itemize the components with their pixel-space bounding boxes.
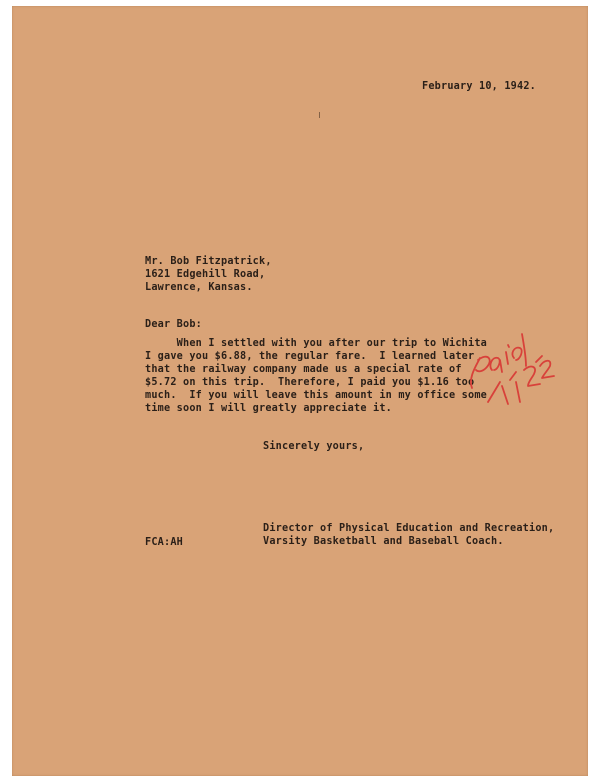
letter-body xyxy=(145,337,487,415)
body-line: that the railway company made us a special rate of xyxy=(145,364,462,375)
body-line: much. If you will leave this amount in my office some xyxy=(145,390,488,401)
closing: Sincerely yours, xyxy=(263,441,365,452)
recipient-address xyxy=(145,255,272,294)
body-line: $5.72 on this trip. Therefore, I paid you $1.16 too xyxy=(145,377,475,388)
address-line: 1621 Edgehill Road, xyxy=(145,269,266,280)
signature-title xyxy=(263,522,554,548)
address-line: Mr. Bob Fitzpatrick, xyxy=(145,256,272,267)
salutation: Dear Bob: xyxy=(145,319,203,330)
letter-date: February 10, 1942. xyxy=(422,81,537,92)
body-line: time soon I will greatly appreciate it. xyxy=(145,403,393,414)
paper-mark xyxy=(319,112,320,118)
body-line: When I settled with you after our trip to Wichita xyxy=(145,338,488,349)
title-line: Director of Physical Education and Recreation, xyxy=(263,523,555,534)
body-line: I gave you $6.88, the regular fare. I learned later xyxy=(145,351,475,362)
title-line: Varsity Basketball and Baseball Coach. xyxy=(263,536,504,547)
typist-initials: FCA:AH xyxy=(145,537,184,548)
paid-handwritten-annotation xyxy=(458,300,568,420)
address-line: Lawrence, Kansas. xyxy=(145,282,253,293)
